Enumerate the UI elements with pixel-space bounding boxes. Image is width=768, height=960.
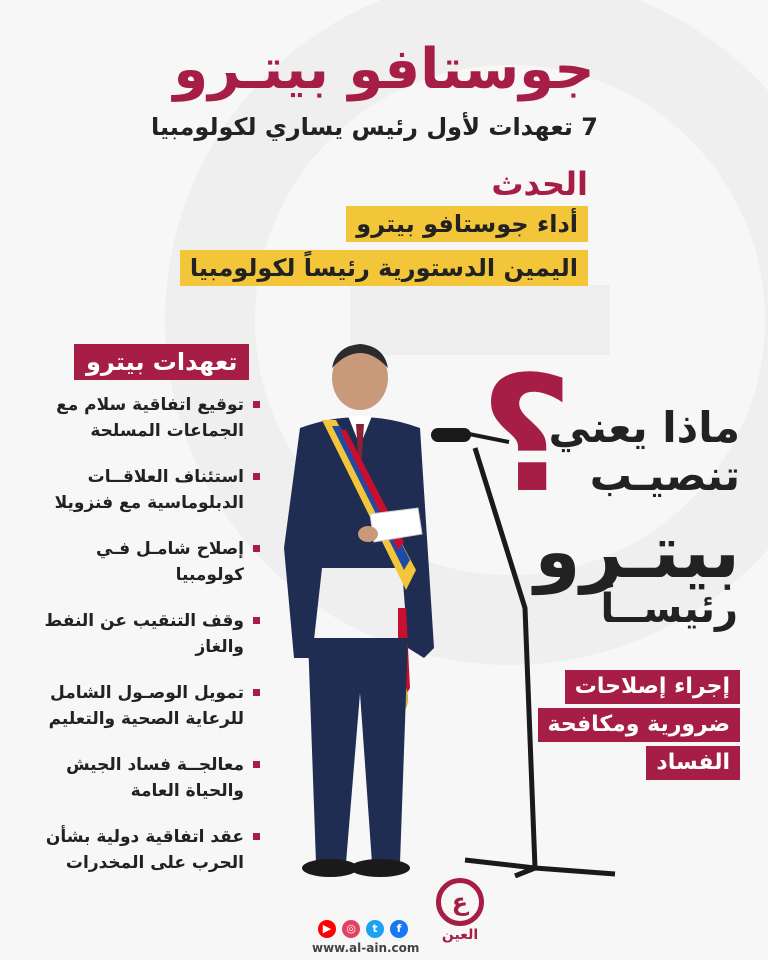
question-line-2: تنصيـب <box>589 451 740 500</box>
list-item <box>40 824 260 896</box>
bullet-icon <box>253 761 260 768</box>
president-photo <box>260 338 440 883</box>
promise-text: وقف التنقيب عن النفط والغاز <box>44 611 244 657</box>
promises-heading: تعهدات بيترو <box>74 344 249 380</box>
bullet-icon <box>253 833 260 840</box>
promise-text: عقد اتفاقية دولية بشأن الحرب على المخدرات <box>45 827 244 873</box>
promise-text: تمويل الوصـول الشامل للرعاية الصحية والتعليم <box>48 683 244 729</box>
event-heading: الحدث <box>491 165 588 203</box>
page-subtitle: 7 تعهدات لأول رئيس يساري لكولومبيا <box>150 113 598 141</box>
promise-text: معالجــة فساد الجيش والحياة العامة <box>66 755 244 801</box>
social-links <box>318 920 408 938</box>
page-title: جوستافو بيتـرو <box>173 37 595 102</box>
bullet-icon <box>253 401 260 408</box>
youtube-icon[interactable]: ▶ <box>318 920 336 938</box>
logo-mark-icon: ع <box>436 878 484 926</box>
list-item <box>40 464 260 536</box>
event-line-1: أداء جوستافو بيترو <box>346 206 588 242</box>
bullet-icon <box>253 617 260 624</box>
logo-text: العين <box>441 927 479 943</box>
promise-text: استئناف العلاقــات الدبلوماسية مع فنزويلا <box>54 467 244 513</box>
list-item <box>40 392 260 464</box>
bullet-icon <box>253 473 260 480</box>
meaning-line-1: إجراء إصلاحات <box>565 670 740 704</box>
question-line-4: رئيســاً <box>600 586 738 632</box>
site-url[interactable]: www.al-ain.com <box>312 941 420 955</box>
promise-text: إصلاح شامـل فـي كولومبيا <box>95 539 244 585</box>
list-item <box>40 680 260 752</box>
event-line-2: اليمين الدستورية رئيساً لكولومبيا <box>180 250 588 286</box>
list-item <box>40 608 260 680</box>
bullet-icon <box>253 689 260 696</box>
brand-logo <box>432 878 488 956</box>
question-mark-icon: ؟ <box>480 341 573 528</box>
promise-text: توقيع اتفاقية سلام مع الجماعات المسلحة <box>56 395 244 441</box>
facebook-icon[interactable]: f <box>390 920 408 938</box>
list-item <box>40 752 260 824</box>
question-line-3: بيتـرو <box>534 509 740 595</box>
meaning-line-3: الفساد <box>646 746 740 780</box>
question-line-1: ماذا يعني <box>548 403 740 452</box>
promises-list <box>40 392 260 896</box>
twitter-icon[interactable]: t <box>366 920 384 938</box>
meaning-line-2: ضرورية ومكافحة <box>538 708 741 742</box>
list-item <box>40 536 260 608</box>
bullet-icon <box>253 545 260 552</box>
instagram-icon[interactable]: ◎ <box>342 920 360 938</box>
